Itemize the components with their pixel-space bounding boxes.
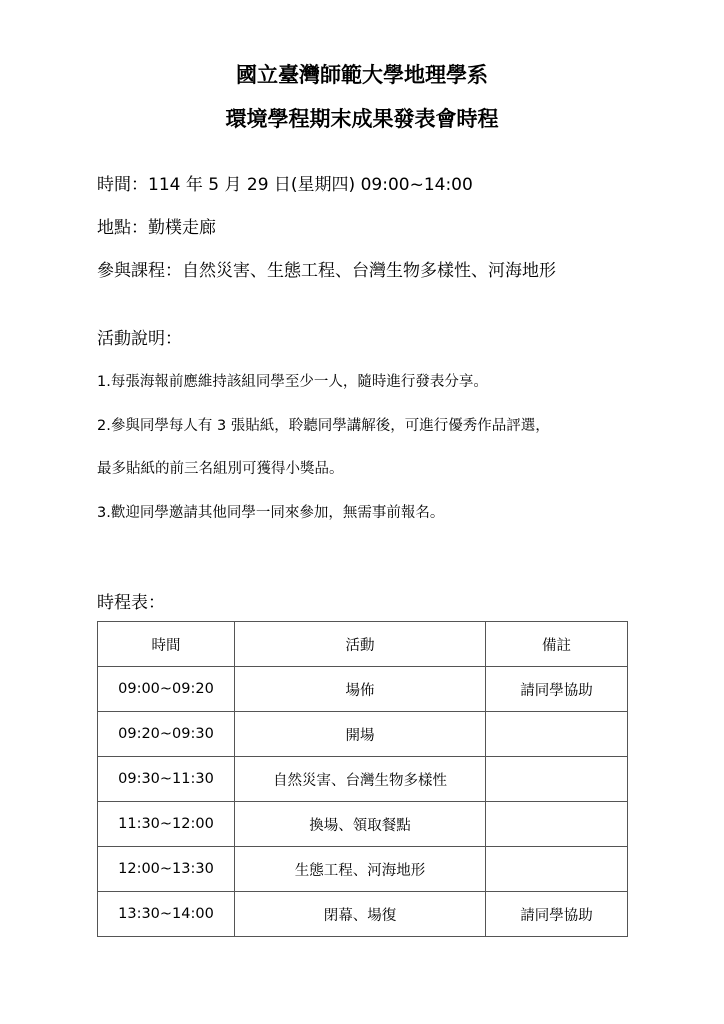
cell-notes: 請同學協助 [486,667,628,712]
description-item: 2.參與同學每人有 3 張貼紙，聆聽同學講解後，可進行優秀作品評選， [97,418,550,434]
event-location: 地點：勤樸走廊 [97,218,216,238]
column-header-notes: 備註 [486,622,628,667]
cell-activity: 閉幕、場復 [235,892,486,937]
description-item: 1.每張海報前應維持該組同學至少一人，隨時進行發表分享。 [97,374,488,390]
column-header-activity: 活動 [235,622,486,667]
cell-activity: 場佈 [235,667,486,712]
cell-activity: 生態工程、河海地形 [235,847,486,892]
cell-notes [486,757,628,802]
table-row [98,712,628,757]
table-row [98,757,628,802]
cell-notes: 請同學協助 [486,892,628,937]
schedule-table [97,621,628,937]
cell-time: 09:30~11:30 [98,757,235,802]
cell-time: 09:00~09:20 [98,667,235,712]
description-item: 最多貼紙的前三名組別可獲得小獎品。 [97,461,344,477]
table-row [98,667,628,712]
schedule-heading: 時程表： [97,593,165,613]
cell-time: 12:00~13:30 [98,847,235,892]
document-title: 國立臺灣師範大學地理學系 [236,63,488,87]
cell-time: 09:20~09:30 [98,712,235,757]
cell-notes [486,802,628,847]
document-subtitle: 環境學程期末成果發表會時程 [225,107,499,131]
description-heading: 活動說明： [97,329,182,349]
cell-time: 11:30~12:00 [98,802,235,847]
table-row [98,847,628,892]
cell-activity: 自然災害、台灣生物多樣性 [235,757,486,802]
description-item: 3.歡迎同學邀請其他同學一同來參加，無需事前報名。 [97,505,445,521]
cell-notes [486,847,628,892]
table-header-row [98,622,628,667]
event-time: 時間：114 年 5 月 29 日(星期四) 09:00~14:00 [97,175,473,195]
table-row [98,892,628,937]
column-header-time: 時間 [98,622,235,667]
cell-activity: 換場、領取餐點 [235,802,486,847]
cell-notes [486,712,628,757]
cell-activity: 開場 [235,712,486,757]
table-row [98,802,628,847]
participating-courses: 參與課程：自然災害、生態工程、台灣生物多樣性、河海地形 [97,261,556,281]
cell-time: 13:30~14:00 [98,892,235,937]
